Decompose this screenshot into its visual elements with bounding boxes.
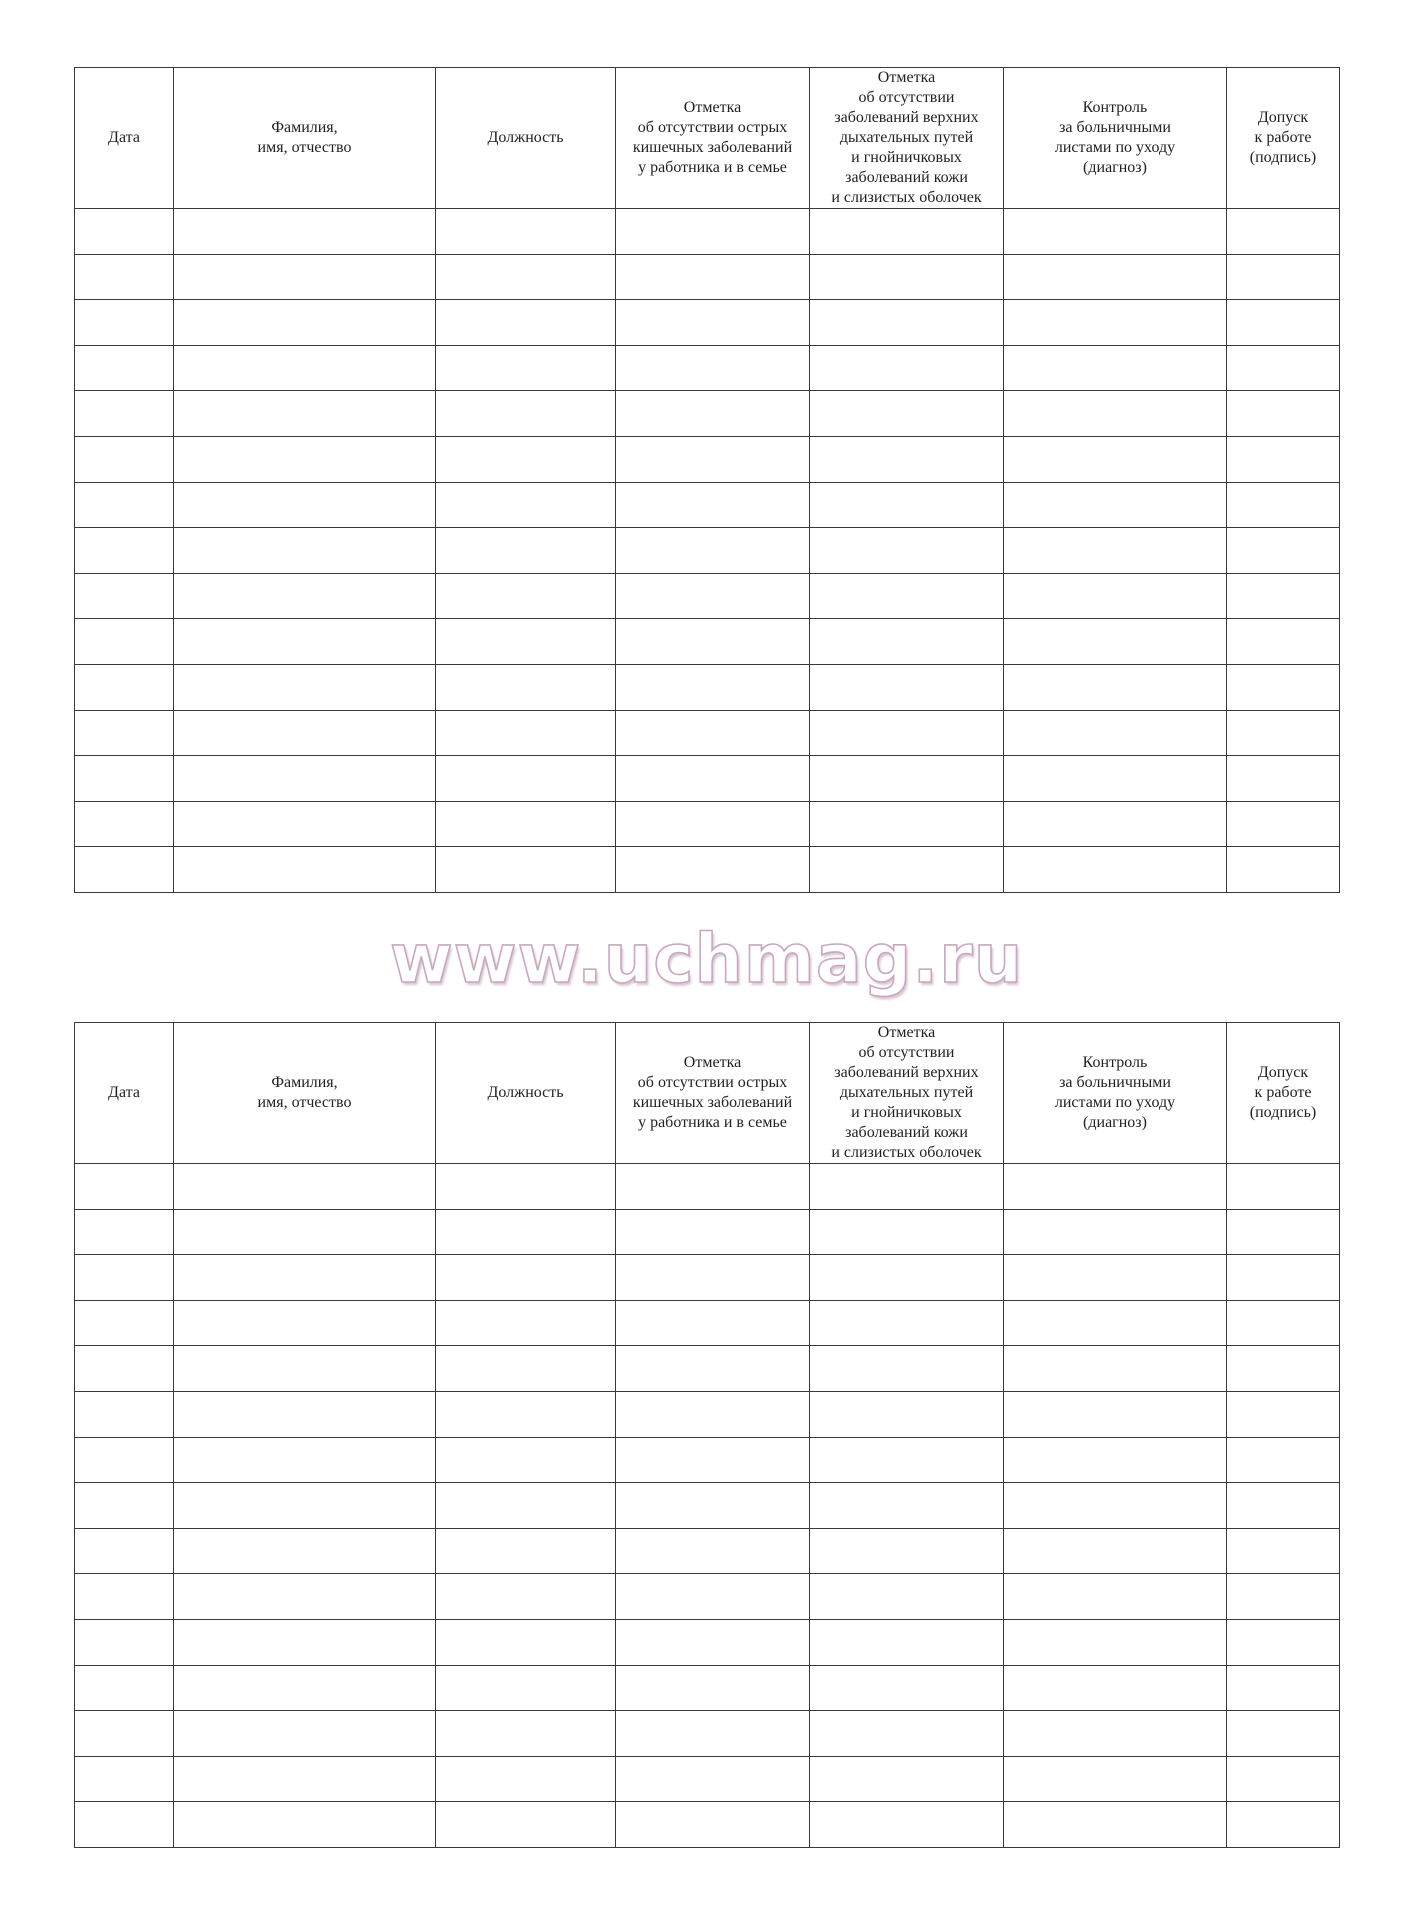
entry-cell[interactable] (75, 847, 174, 893)
entry-cell[interactable] (75, 528, 174, 574)
entry-cell[interactable] (75, 1209, 174, 1255)
entry-cell[interactable] (810, 664, 1004, 710)
col-intestinal-disease-mark-header: Отметка об отсутствии острых кишечных заболеваний у работника и в семье (616, 68, 810, 209)
entry-cell[interactable] (75, 1164, 174, 1210)
entry-cell[interactable] (1227, 1300, 1340, 1346)
entry-cell[interactable] (1227, 573, 1340, 619)
table-row (75, 710, 1340, 756)
table-row (75, 1574, 1340, 1620)
entry-cell[interactable] (436, 1802, 616, 1848)
col-respiratory-skin-mark-header: Отметка об отсутствии заболеваний верхних дыхательных путей и гнойничковых заболеваний кожи и слизистых оболочек (810, 1023, 1004, 1164)
entry-cell[interactable] (810, 1483, 1004, 1529)
table-row (75, 847, 1340, 893)
entry-cell[interactable] (174, 1574, 436, 1620)
entry-cell[interactable] (616, 1300, 810, 1346)
entry-cell[interactable] (174, 801, 436, 847)
entry-cell[interactable] (810, 1711, 1004, 1757)
entry-cell[interactable] (1004, 254, 1227, 300)
entry-cell[interactable] (75, 1756, 174, 1802)
col-full-name-header: Фамилия, имя, отчество (174, 1023, 436, 1164)
entry-cell[interactable] (174, 391, 436, 437)
entry-cell[interactable] (810, 1665, 1004, 1711)
entry-cell[interactable] (436, 1756, 616, 1802)
entry-cell[interactable] (1227, 847, 1340, 893)
entry-cell[interactable] (174, 619, 436, 665)
entry-cell[interactable] (616, 528, 810, 574)
entry-cell[interactable] (1227, 482, 1340, 528)
entry-cell[interactable] (436, 436, 616, 482)
table-row (75, 1483, 1340, 1529)
entry-cell[interactable] (810, 756, 1004, 802)
entry-cell[interactable] (616, 801, 810, 847)
entry-cell[interactable] (436, 1209, 616, 1255)
entry-cell[interactable] (1004, 1756, 1227, 1802)
entry-cell[interactable] (75, 209, 174, 255)
entry-cell[interactable] (810, 1209, 1004, 1255)
entry-cell[interactable] (75, 300, 174, 346)
entry-cell[interactable] (75, 1391, 174, 1437)
entry-cell[interactable] (1004, 436, 1227, 482)
entry-cell[interactable] (436, 847, 616, 893)
entry-cell[interactable] (616, 1164, 810, 1210)
table-row (75, 1756, 1340, 1802)
entry-cell[interactable] (174, 254, 436, 300)
entry-cell[interactable] (75, 1802, 174, 1848)
entry-cell[interactable] (1227, 1619, 1340, 1665)
entry-cell[interactable] (810, 573, 1004, 619)
col-position-header: Должность (436, 1023, 616, 1164)
entry-cell[interactable] (810, 345, 1004, 391)
entry-cell[interactable] (1004, 1574, 1227, 1620)
table-row (75, 1528, 1340, 1574)
entry-cell[interactable] (75, 801, 174, 847)
entry-cell[interactable] (1227, 1164, 1340, 1210)
entry-cell[interactable] (810, 1164, 1004, 1210)
entry-cell[interactable] (1227, 345, 1340, 391)
table-row (75, 1209, 1340, 1255)
health-log-table-top (74, 67, 1340, 893)
col-full-name-header: Фамилия, имя, отчество (174, 68, 436, 209)
entry-cell[interactable] (810, 710, 1004, 756)
col-respiratory-skin-mark-header: Отметка об отсутствии заболеваний верхних дыхательных путей и гнойничковых заболеваний кожи и слизистых оболочек (810, 68, 1004, 209)
entry-cell[interactable] (75, 1619, 174, 1665)
entry-cell[interactable] (75, 345, 174, 391)
entry-cell[interactable] (1004, 1209, 1227, 1255)
entry-cell[interactable] (436, 1665, 616, 1711)
table-row (75, 1802, 1340, 1848)
entry-cell[interactable] (616, 345, 810, 391)
entry-cell[interactable] (616, 209, 810, 255)
table-row (75, 482, 1340, 528)
entry-cell[interactable] (75, 710, 174, 756)
col-sick-leave-control-header: Контроль за больничными листами по уходу (диагноз) (1004, 68, 1227, 209)
entry-cell[interactable] (174, 573, 436, 619)
entry-cell[interactable] (174, 1391, 436, 1437)
entry-cell[interactable] (1004, 1391, 1227, 1437)
entry-cell[interactable] (436, 1574, 616, 1620)
entry-cell[interactable] (1004, 1711, 1227, 1757)
entry-cell[interactable] (75, 1574, 174, 1620)
entry-cell[interactable] (436, 528, 616, 574)
entry-cell[interactable] (1004, 1346, 1227, 1392)
entry-cell[interactable] (1004, 528, 1227, 574)
entry-cell[interactable] (616, 1802, 810, 1848)
entry-cell[interactable] (616, 664, 810, 710)
entry-cell[interactable] (174, 1346, 436, 1392)
entry-cell[interactable] (436, 573, 616, 619)
entry-cell[interactable] (75, 1255, 174, 1301)
entry-cell[interactable] (616, 1346, 810, 1392)
entry-cell[interactable] (1004, 1665, 1227, 1711)
entry-cell[interactable] (1004, 619, 1227, 665)
entry-cell[interactable] (1227, 1209, 1340, 1255)
col-work-admission-header: Допуск к работе (подпись) (1227, 1023, 1340, 1164)
entry-cell[interactable] (436, 756, 616, 802)
table-row (75, 1255, 1340, 1301)
entry-cell[interactable] (810, 528, 1004, 574)
entry-cell[interactable] (1004, 710, 1227, 756)
entry-cell[interactable] (810, 1391, 1004, 1437)
table-row (75, 1164, 1340, 1210)
entry-cell[interactable] (616, 1255, 810, 1301)
entry-cell[interactable] (810, 209, 1004, 255)
entry-cell[interactable] (436, 254, 616, 300)
entry-cell[interactable] (616, 300, 810, 346)
entry-cell[interactable] (174, 664, 436, 710)
entry-cell[interactable] (174, 345, 436, 391)
entry-cell[interactable] (616, 1528, 810, 1574)
entry-cell[interactable] (810, 300, 1004, 346)
entry-cell[interactable] (1004, 300, 1227, 346)
entry-cell[interactable] (174, 1437, 436, 1483)
entry-cell[interactable] (1004, 801, 1227, 847)
entry-cell[interactable] (616, 254, 810, 300)
entry-cell[interactable] (436, 619, 616, 665)
entry-cell[interactable] (436, 710, 616, 756)
col-intestinal-disease-mark-header: Отметка об отсутствии острых кишечных заболеваний у работника и в семье (616, 1023, 810, 1164)
entry-cell[interactable] (1004, 847, 1227, 893)
entry-cell[interactable] (1227, 710, 1340, 756)
table-row (75, 664, 1340, 710)
entry-cell[interactable] (810, 1528, 1004, 1574)
entry-cell[interactable] (1227, 391, 1340, 437)
entry-cell[interactable] (1004, 1164, 1227, 1210)
col-sick-leave-control-header: Контроль за больничными листами по уходу (диагноз) (1004, 1023, 1227, 1164)
entry-cell[interactable] (1227, 1528, 1340, 1574)
table-body (75, 1164, 1340, 1848)
entry-cell[interactable] (1004, 1802, 1227, 1848)
entry-cell[interactable] (436, 1255, 616, 1301)
entry-cell[interactable] (75, 1528, 174, 1574)
entry-cell[interactable] (436, 1391, 616, 1437)
entry-cell[interactable] (174, 1711, 436, 1757)
entry-cell[interactable] (616, 1483, 810, 1529)
entry-cell[interactable] (436, 1300, 616, 1346)
table-row (75, 254, 1340, 300)
entry-cell[interactable] (810, 254, 1004, 300)
entry-cell[interactable] (1227, 1574, 1340, 1620)
header-row (75, 68, 1340, 209)
table-row (75, 345, 1340, 391)
entry-cell[interactable] (75, 1665, 174, 1711)
entry-cell[interactable] (1227, 1665, 1340, 1711)
entry-cell[interactable] (436, 1528, 616, 1574)
col-date-header: Дата (75, 68, 174, 209)
entry-cell[interactable] (1004, 664, 1227, 710)
entry-cell[interactable] (1227, 209, 1340, 255)
entry-cell[interactable] (1227, 664, 1340, 710)
entry-cell[interactable] (616, 756, 810, 802)
entry-cell[interactable] (810, 482, 1004, 528)
entry-cell[interactable] (1227, 1802, 1340, 1848)
entry-cell[interactable] (616, 1619, 810, 1665)
entry-cell[interactable] (810, 436, 1004, 482)
entry-cell[interactable] (616, 1209, 810, 1255)
entry-cell[interactable] (75, 254, 174, 300)
entry-cell[interactable] (174, 482, 436, 528)
entry-cell[interactable] (75, 1346, 174, 1392)
entry-cell[interactable] (616, 1574, 810, 1620)
entry-cell[interactable] (810, 801, 1004, 847)
entry-cell[interactable] (1004, 1483, 1227, 1529)
entry-cell[interactable] (75, 573, 174, 619)
entry-cell[interactable] (174, 528, 436, 574)
entry-cell[interactable] (1227, 1346, 1340, 1392)
table-row (75, 1391, 1340, 1437)
entry-cell[interactable] (1227, 1483, 1340, 1529)
entry-cell[interactable] (436, 1619, 616, 1665)
entry-cell[interactable] (1004, 345, 1227, 391)
entry-cell[interactable] (174, 1619, 436, 1665)
table-row (75, 801, 1340, 847)
entry-cell[interactable] (810, 1619, 1004, 1665)
entry-cell[interactable] (810, 391, 1004, 437)
entry-cell[interactable] (174, 1665, 436, 1711)
entry-cell[interactable] (436, 1164, 616, 1210)
entry-cell[interactable] (174, 436, 436, 482)
entry-cell[interactable] (1227, 756, 1340, 802)
entry-cell[interactable] (616, 436, 810, 482)
entry-cell[interactable] (810, 1346, 1004, 1392)
entry-cell[interactable] (810, 1300, 1004, 1346)
entry-cell[interactable] (436, 209, 616, 255)
entry-cell[interactable] (1227, 801, 1340, 847)
entry-cell[interactable] (436, 391, 616, 437)
entry-cell[interactable] (810, 847, 1004, 893)
entry-cell[interactable] (174, 1164, 436, 1210)
entry-cell[interactable] (75, 619, 174, 665)
entry-cell[interactable] (810, 1574, 1004, 1620)
table-row (75, 209, 1340, 255)
entry-cell[interactable] (810, 1437, 1004, 1483)
entry-cell[interactable] (1004, 209, 1227, 255)
entry-cell[interactable] (1004, 391, 1227, 437)
entry-cell[interactable] (436, 1437, 616, 1483)
header-row (75, 1023, 1340, 1164)
entry-cell[interactable] (75, 482, 174, 528)
entry-cell[interactable] (1004, 1255, 1227, 1301)
table-row (75, 1346, 1340, 1392)
col-date-header: Дата (75, 1023, 174, 1164)
entry-cell[interactable] (1227, 254, 1340, 300)
col-work-admission-header: Допуск к работе (подпись) (1227, 68, 1340, 209)
entry-cell[interactable] (1227, 300, 1340, 346)
table-body (75, 209, 1340, 893)
entry-cell[interactable] (174, 209, 436, 255)
entry-cell[interactable] (436, 482, 616, 528)
entry-cell[interactable] (75, 664, 174, 710)
entry-cell[interactable] (616, 619, 810, 665)
entry-cell[interactable] (1004, 573, 1227, 619)
entry-cell[interactable] (810, 1756, 1004, 1802)
entry-cell[interactable] (436, 1346, 616, 1392)
entry-cell[interactable] (436, 1711, 616, 1757)
entry-cell[interactable] (810, 619, 1004, 665)
entry-cell[interactable] (810, 1802, 1004, 1848)
entry-cell[interactable] (174, 756, 436, 802)
table-row (75, 436, 1340, 482)
entry-cell[interactable] (75, 1711, 174, 1757)
entry-cell[interactable] (436, 1483, 616, 1529)
entry-cell[interactable] (75, 756, 174, 802)
entry-cell[interactable] (1227, 1255, 1340, 1301)
entry-cell[interactable] (1004, 1619, 1227, 1665)
entry-cell[interactable] (616, 847, 810, 893)
entry-cell[interactable] (436, 300, 616, 346)
entry-cell[interactable] (1227, 1437, 1340, 1483)
health-log-table-bottom (74, 1022, 1340, 1848)
entry-cell[interactable] (75, 1300, 174, 1346)
entry-cell[interactable] (1227, 436, 1340, 482)
entry-cell[interactable] (75, 1483, 174, 1529)
entry-cell[interactable] (174, 1483, 436, 1529)
entry-cell[interactable] (1004, 1528, 1227, 1574)
entry-cell[interactable] (174, 1255, 436, 1301)
table-row (75, 1619, 1340, 1665)
table-row (75, 300, 1340, 346)
entry-cell[interactable] (174, 300, 436, 346)
table-row (75, 391, 1340, 437)
entry-cell[interactable] (616, 391, 810, 437)
entry-cell[interactable] (174, 710, 436, 756)
entry-cell[interactable] (1004, 1437, 1227, 1483)
entry-cell[interactable] (616, 1391, 810, 1437)
entry-cell[interactable] (616, 482, 810, 528)
entry-cell[interactable] (616, 573, 810, 619)
entry-cell[interactable] (174, 1802, 436, 1848)
table-row (75, 1711, 1340, 1757)
entry-cell[interactable] (75, 391, 174, 437)
entry-cell[interactable] (1227, 619, 1340, 665)
entry-cell[interactable] (436, 345, 616, 391)
entry-cell[interactable] (810, 1255, 1004, 1301)
entry-cell[interactable] (616, 710, 810, 756)
table-row (75, 619, 1340, 665)
table-row (75, 756, 1340, 802)
entry-cell[interactable] (75, 436, 174, 482)
entry-cell[interactable] (616, 1756, 810, 1802)
entry-cell[interactable] (616, 1711, 810, 1757)
entry-cell[interactable] (174, 1756, 436, 1802)
entry-cell[interactable] (1227, 1391, 1340, 1437)
table-row (75, 1300, 1340, 1346)
table-row (75, 1437, 1340, 1483)
watermark-logo: www.uchmag.ru (389, 920, 1024, 999)
table-row (75, 1665, 1340, 1711)
entry-cell[interactable] (616, 1665, 810, 1711)
entry-cell[interactable] (616, 1437, 810, 1483)
entry-cell[interactable] (436, 664, 616, 710)
col-position-header: Должность (436, 68, 616, 209)
entry-cell[interactable] (1004, 756, 1227, 802)
table-row (75, 528, 1340, 574)
entry-cell[interactable] (174, 1300, 436, 1346)
entry-cell[interactable] (1227, 528, 1340, 574)
table-row (75, 573, 1340, 619)
entry-cell[interactable] (75, 1437, 174, 1483)
entry-cell[interactable] (174, 1528, 436, 1574)
entry-cell[interactable] (1004, 482, 1227, 528)
entry-cell[interactable] (174, 847, 436, 893)
entry-cell[interactable] (436, 801, 616, 847)
entry-cell[interactable] (1227, 1756, 1340, 1802)
entry-cell[interactable] (174, 1209, 436, 1255)
entry-cell[interactable] (1227, 1711, 1340, 1757)
entry-cell[interactable] (1004, 1300, 1227, 1346)
